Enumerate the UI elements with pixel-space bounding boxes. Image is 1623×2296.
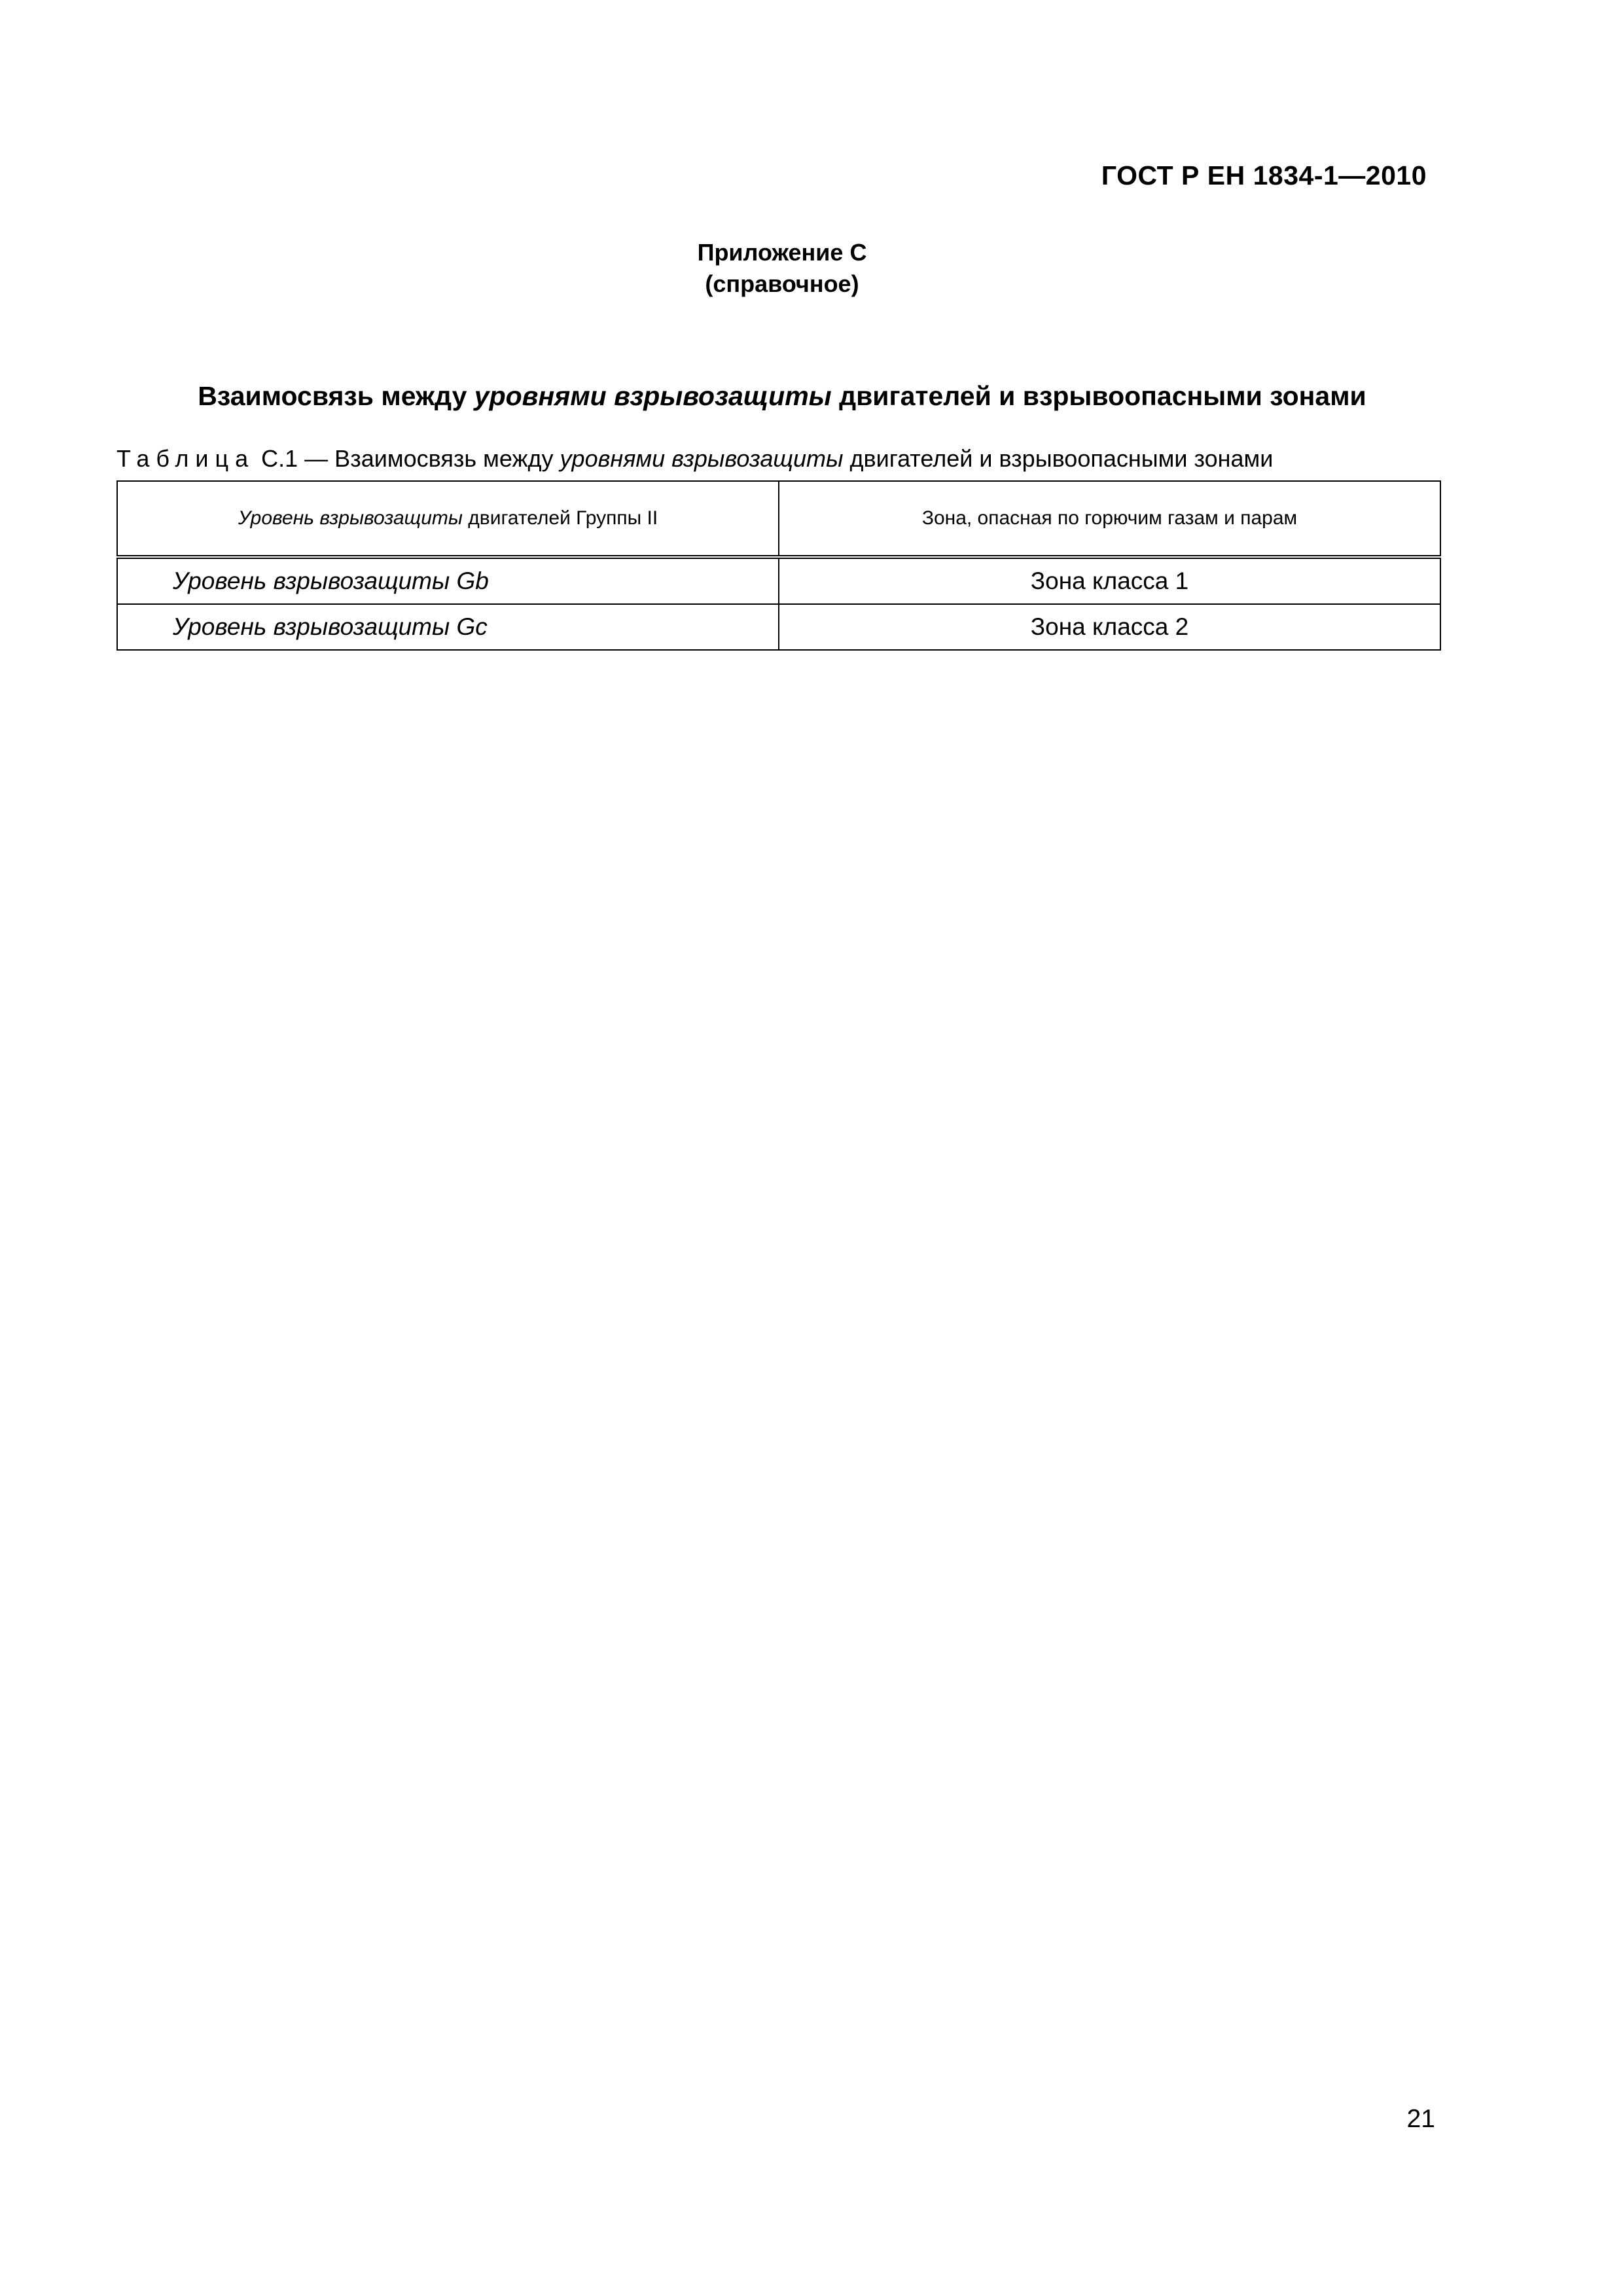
appendix-heading xyxy=(0,237,1564,300)
table-caption xyxy=(116,445,1273,473)
header-level xyxy=(117,481,779,557)
header-level-rest: двигателей Группы II xyxy=(462,507,658,529)
cell-zone: Зона класса 2 xyxy=(779,604,1440,650)
table-caption-italic: уровнями взрывозащиты xyxy=(560,445,844,472)
section-title-part1: Взаимосвязь между xyxy=(198,381,474,411)
page-number: 21 xyxy=(1406,2105,1435,2133)
protection-zone-table xyxy=(116,480,1441,651)
table-header-row xyxy=(117,481,1440,557)
cell-level: Уровень взрывозащиты Gc xyxy=(117,604,779,650)
table-row xyxy=(117,604,1440,650)
section-title-part2: двигателей и взрывоопасными зонами xyxy=(831,381,1366,411)
section-title xyxy=(0,381,1564,412)
header-level-italic: Уровень взрывозащиты xyxy=(238,507,463,529)
document-id: ГОСТ Р ЕН 1834-1—2010 xyxy=(1101,160,1427,190)
cell-level: Уровень взрывозащиты Gb xyxy=(117,557,779,604)
table-row xyxy=(117,557,1440,604)
table-caption-number: C.1 — Взаимосвязь между xyxy=(255,445,560,472)
header-zone: Зона, опасная по горючим газам и парам xyxy=(779,481,1440,557)
table-caption-rest: двигателей и взрывоопасными зонами xyxy=(843,445,1274,472)
appendix-title: Приложение C xyxy=(697,239,867,266)
appendix-subtitle: (справочное) xyxy=(705,270,859,297)
section-title-italic: уровнями взрывозащиты xyxy=(474,381,832,411)
cell-zone: Зона класса 1 xyxy=(779,557,1440,604)
table-caption-label: Таблица xyxy=(116,445,255,472)
